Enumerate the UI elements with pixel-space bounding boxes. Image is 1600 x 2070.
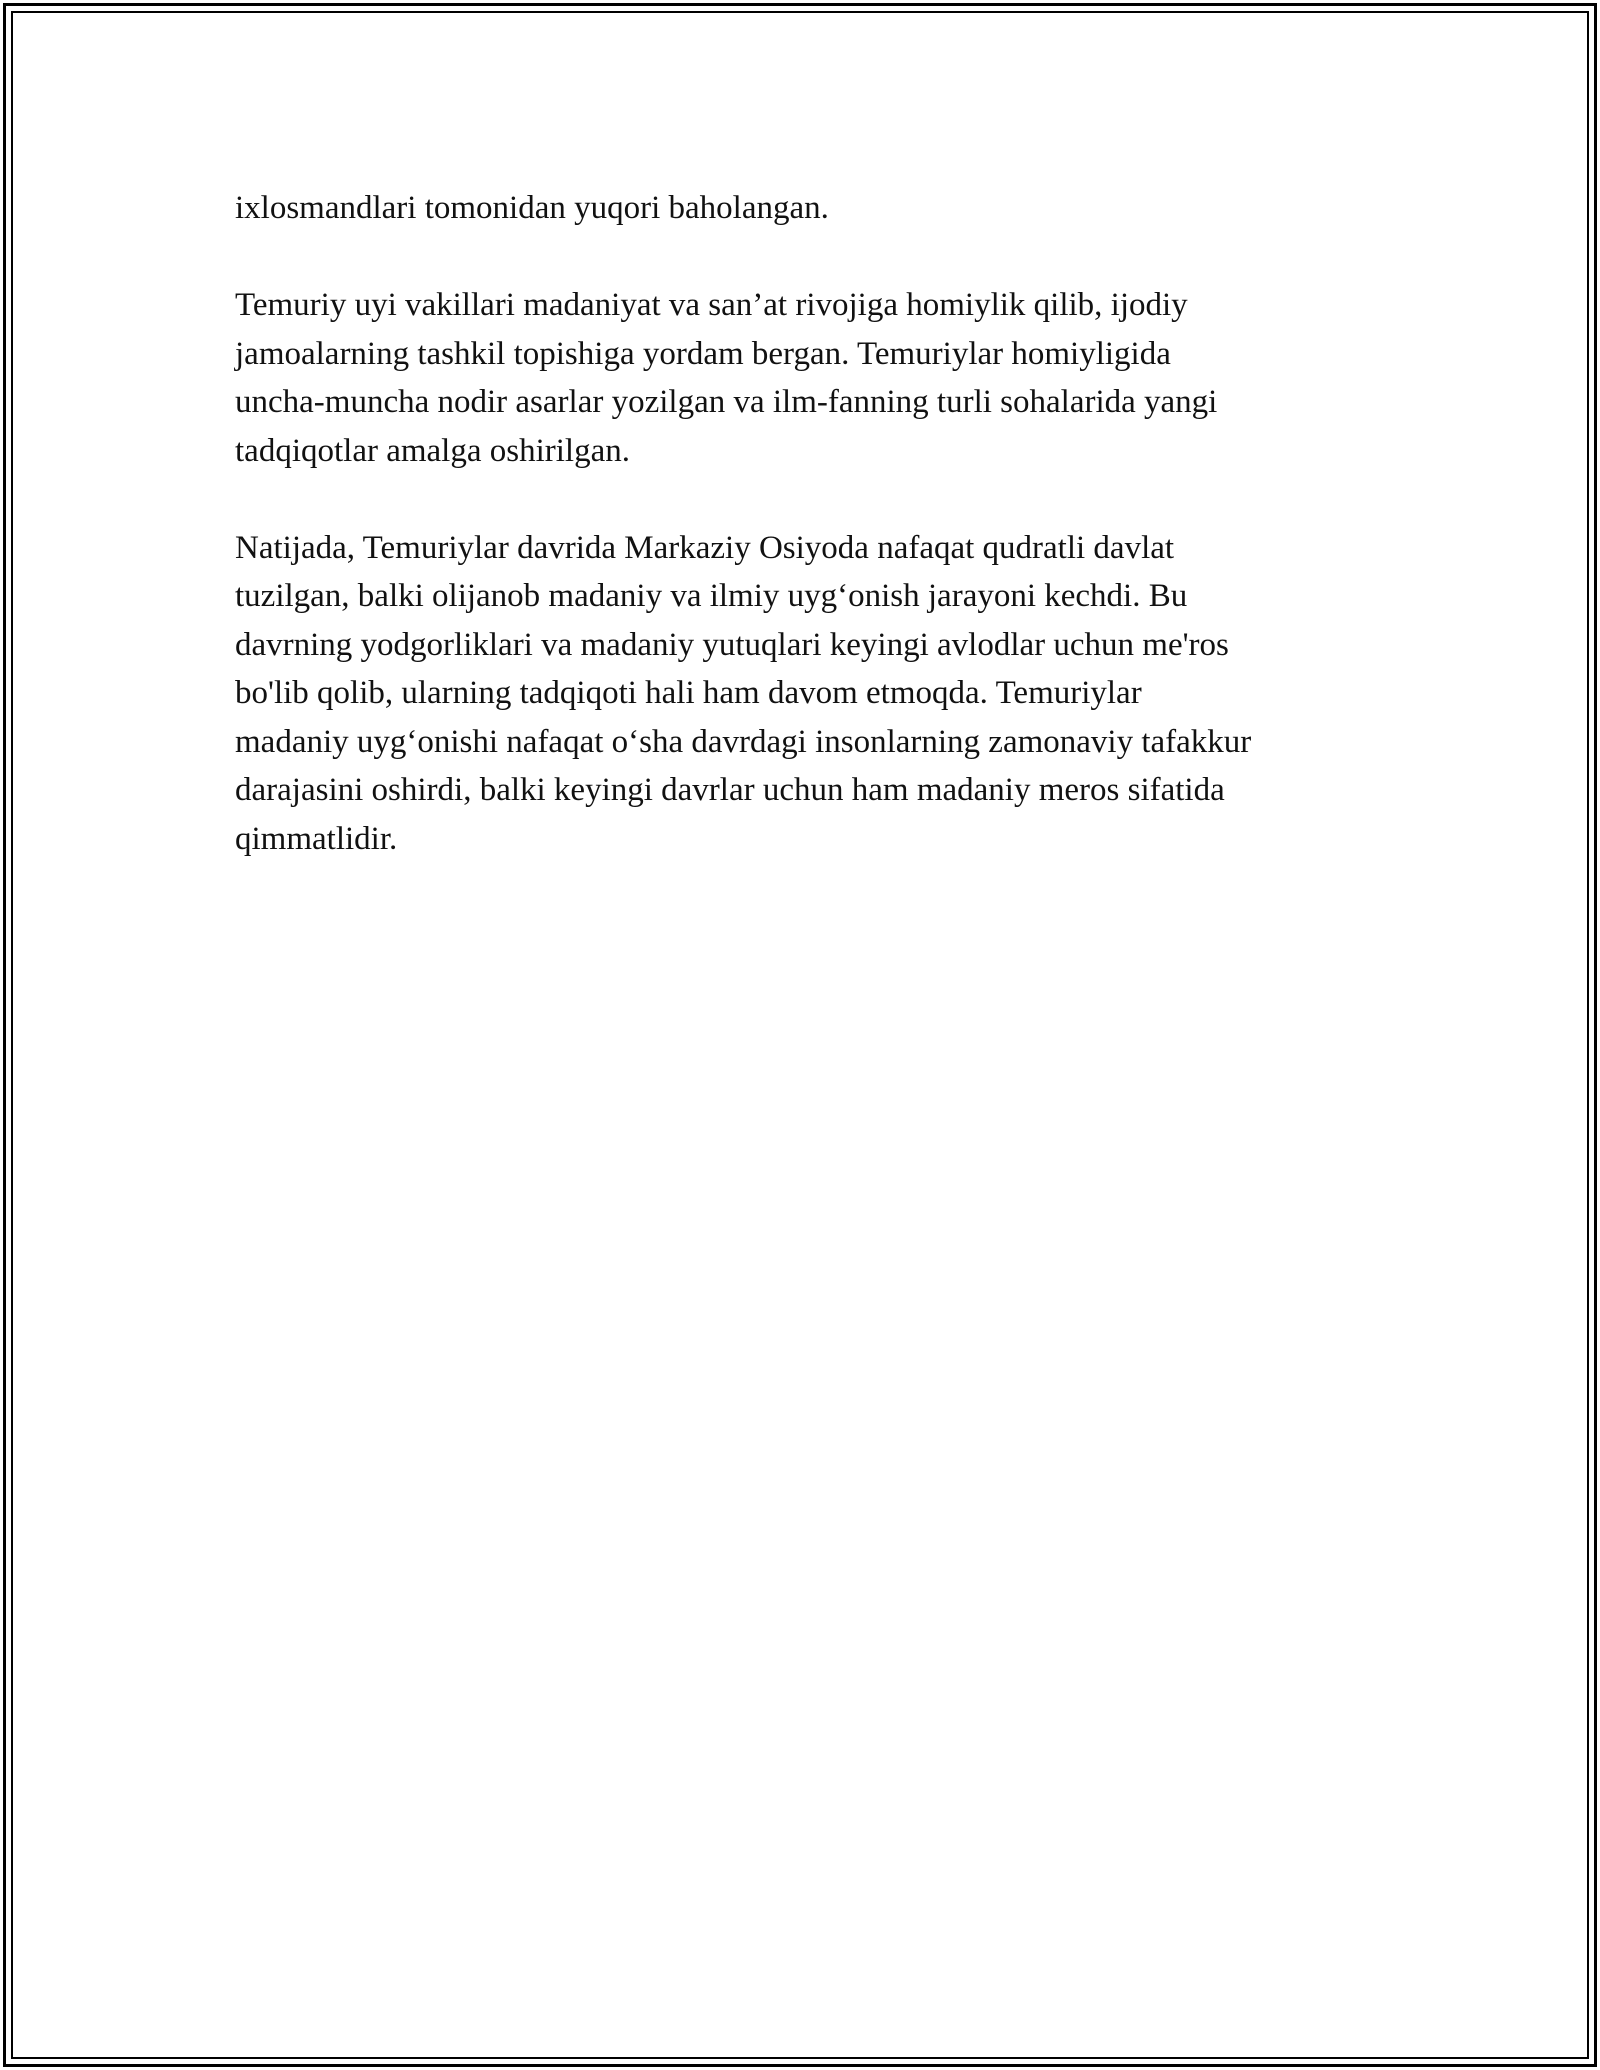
- paragraph-3: Natijada, Temuriylar davrida Markaziy Osiyoda nafaqat qudratli davlat tuzilgan, balki olijanob madaniy va ilmiy uyg‘onish jarayoni kechdi. Bu davrning yodgorliklari va madaniy yutuqlari keyingi avlodlar uchun me'ros bo'lib qolib, ularning tadqiqoti hali ham davom etmoqda. Temuriylar madaniy uyg‘onishi nafaqat o‘sha davrdagi insonlarning zamonaviy tafakkur darajasini oshirdi, balki keyingi davrlar uchun ham madaniy meros sifatida qimmatlidir.: [235, 529, 1252, 857]
- paragraph-1: ixlosmandlari tomonidan yuqori baholangan.: [235, 190, 829, 226]
- document-body: [235, 184, 1395, 863]
- paragraph-2: Temuriy uyi vakillari madaniyat va san’at rivojiga homiylik qilib, ijodiy jamoalarning tashkil topishiga yordam bergan. Temuriylar homiyligida uncha-muncha nodir asarlar yozilgan va ilm-fanning turli sohalarida yangi tadqiqotlar amalga oshirilgan.: [235, 287, 1218, 469]
